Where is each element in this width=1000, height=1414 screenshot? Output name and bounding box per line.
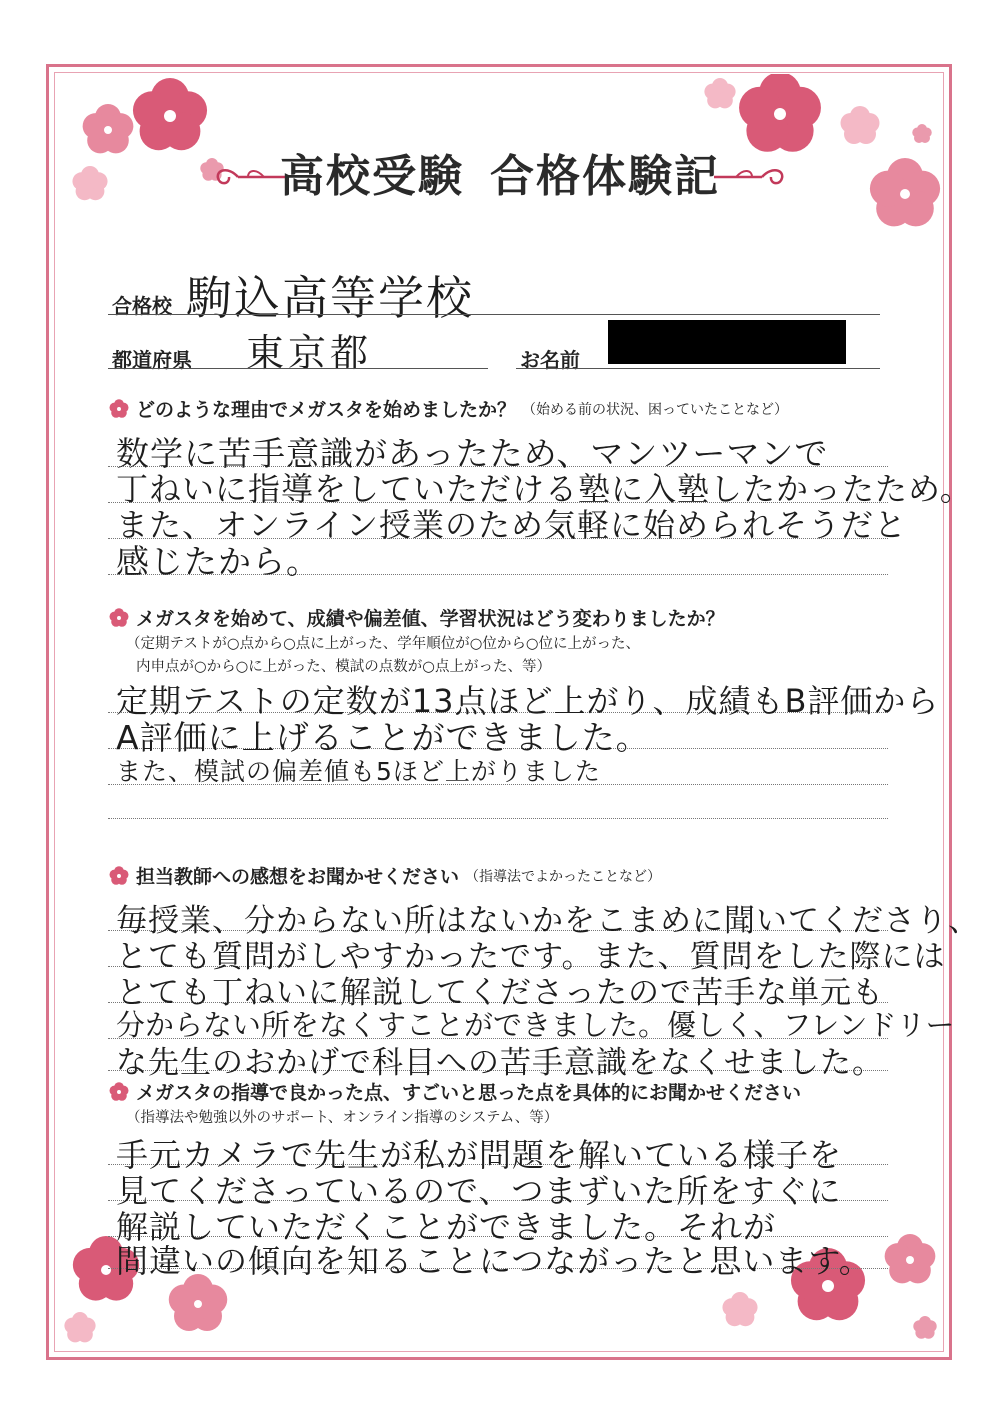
school-label: 合格校 bbox=[112, 294, 172, 318]
question-3-note: （指導法でよかったことなど） bbox=[465, 868, 662, 885]
cherry-blossom-icon bbox=[108, 607, 130, 629]
school-value: 駒込高等学校 bbox=[186, 271, 474, 325]
answer-1-text-4: 感じたから。 bbox=[116, 542, 320, 581]
question-2-subnote-1: （定期テストが○点から○点に上がった、学年順位が○位から○位に上がった、 bbox=[126, 636, 641, 652]
prefecture-underline bbox=[108, 368, 488, 369]
answer-2-text-2: A評価に上げることができました。 bbox=[116, 718, 650, 757]
prefecture-label: 都道府県 bbox=[112, 348, 192, 372]
question-3-text: 担当教師への感想をお聞かせください bbox=[136, 866, 460, 888]
answer-3-text-1: 毎授業、分からない所はないかをこまめに聞いてくださり、 bbox=[116, 903, 980, 939]
answer-3-text-2: とても質問がしやすかったです。また、質問をした際には bbox=[116, 939, 946, 975]
question-2 bbox=[108, 604, 725, 631]
answer-4-text-2: 見てくださっているので、つまずいた所をすぐに bbox=[116, 1172, 842, 1210]
answer-2-line-4 bbox=[108, 818, 888, 819]
cherry-blossom-icon bbox=[108, 398, 130, 420]
answer-1-text-3: また、オンライン授業のため気軽に始められそうだと bbox=[116, 506, 908, 544]
question-4 bbox=[108, 1078, 801, 1105]
document-title bbox=[0, 140, 1000, 204]
cherry-blossom-icon bbox=[108, 865, 130, 887]
title-part-1: 高校受験 bbox=[280, 151, 464, 202]
answer-1-text-2: 丁ねいに指導をしていただける塾に入塾したかったため。 bbox=[116, 470, 973, 508]
prefecture-value: 東京都 bbox=[246, 331, 373, 375]
scroll-ornament-right-icon bbox=[712, 162, 788, 192]
question-2-subnote-2: 内申点が○から○に上がった、模試の点数が○点上がった、等） bbox=[136, 659, 551, 675]
question-1-note: （始める前の状況、困っていたことなど） bbox=[522, 401, 789, 418]
answer-2-text-1: 定期テストの定数が13点ほど上がり、成績もB評価から bbox=[116, 682, 940, 720]
answer-4-text-3: 解説していただくことができました。それが bbox=[116, 1208, 777, 1246]
title-part-2: 合格体験記 bbox=[490, 151, 720, 202]
name-label: お名前 bbox=[520, 348, 580, 372]
answer-1-text-1: 数学に苦手意識があったため、マンツーマンで bbox=[116, 434, 829, 473]
answer-4-text-4: 間違いの傾向を知ることにつながったと思います。 bbox=[116, 1242, 872, 1280]
question-4-subnote-1: （指導法や勉強以外のサポート、オンライン指導のシステム、等） bbox=[126, 1110, 559, 1126]
answer-3-text-4: 分からない所をなくすことができました。優しく、フレンドリー bbox=[116, 1008, 955, 1042]
question-1 bbox=[108, 395, 788, 422]
name-redaction bbox=[608, 320, 846, 364]
answer-2-text-3: また、模試の偏差値も5ほど上がりました bbox=[116, 757, 601, 786]
question-1-text: どのような理由でメガスタを始めましたか？ bbox=[136, 399, 517, 421]
question-3 bbox=[108, 862, 661, 889]
name-underline bbox=[516, 368, 880, 369]
cherry-blossom-icon bbox=[108, 1081, 130, 1103]
question-4-text: メガスタの指導で良かった点、すごいと思った点を具体的にお聞かせください bbox=[136, 1082, 802, 1104]
school-underline bbox=[108, 314, 880, 315]
question-2-text: メガスタを始めて、成績や偏差値、学習状況はどう変わりましたか？ bbox=[136, 608, 725, 630]
answer-3-text-5: な先生のおかげで科目への苦手意識をなくせました。 bbox=[116, 1045, 884, 1081]
answer-4-text-1: 手元カメラで先生が私が問題を解いている様子を bbox=[116, 1136, 843, 1174]
answer-3-text-3: とても丁ねいに解説してくださったので苦手な単元も bbox=[116, 975, 884, 1011]
